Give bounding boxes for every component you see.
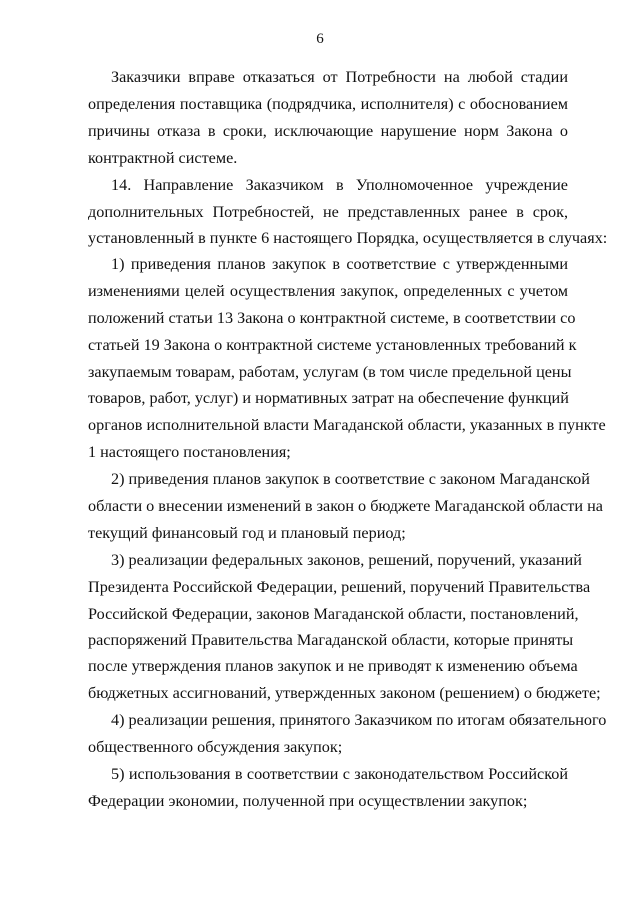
text-line: 14. Направление Заказчиком в Уполномоченное учреждение <box>111 176 568 194</box>
text-line: общественного обсуждения закупок; <box>88 738 343 756</box>
text-line: 4) реализации решения, принятого Заказчиком по итогам обязательного <box>111 711 607 729</box>
text-line: после утверждения планов закупок и не приводят к изменению объема <box>88 657 578 675</box>
text-line: закупаемым товарам, работам, услугам (в том числе предельной цены <box>88 363 572 381</box>
text-line: контрактной системе. <box>88 149 238 167</box>
text-line: изменениями целей осуществления закупок, определенных с учетом <box>88 282 568 300</box>
text-line: Заказчики вправе отказаться от Потребности на любой стадии <box>111 68 568 86</box>
text-line: бюджетных ассигнований, утвержденных законом (решением) о бюджете; <box>88 684 601 702</box>
text-line: дополнительных Потребностей, не представленных ранее в срок, <box>88 203 568 221</box>
text-line: установленный в пункте 6 настоящего Порядка, осуществляется в случаях: <box>88 229 608 247</box>
text-line: 3) реализации федеральных законов, решений, поручений, указаний <box>111 551 582 569</box>
text-line: статьей 19 Закона о контрактной системе установленных требований к <box>88 336 577 354</box>
text-line: 2) приведения планов закупок в соответствие с законом Магаданской <box>111 470 590 488</box>
text-line: 1) приведения планов закупок в соответствие с утвержденными <box>111 255 568 273</box>
text-line: определения поставщика (подрядчика, исполнителя) с обоснованием <box>88 95 568 113</box>
text-line: 1 настоящего постановления; <box>88 443 291 461</box>
text-line: Президента Российской Федерации, решений, поручений Правительства <box>88 578 591 596</box>
text-line: Российской Федерации, законов Магаданской области, постановлений, <box>88 605 579 623</box>
text-line: товаров, работ, услуг) и нормативных затрат на обеспечение функций <box>88 389 569 407</box>
text-line: органов исполнительной власти Магаданской области, указанных в пункте <box>88 416 606 434</box>
page-number: 6 <box>316 31 324 47</box>
text-line: положений статьи 13 Закона о контрактной системе, в соответствии со <box>88 309 576 327</box>
text-line: области о внесении изменений в закон о бюджете Магаданской области на <box>88 497 603 515</box>
text-line: причины отказа в сроки, исключающие нарушение норм Закона о <box>88 122 568 140</box>
text-line: текущий финансовый год и плановый период; <box>88 524 406 542</box>
text-line: распоряжений Правительства Магаданской области, которые приняты <box>88 631 574 649</box>
text-line: 5) использования в соответствии с законодательством Российской <box>111 765 568 783</box>
text-line: Федерации экономии, полученной при осуществлении закупок; <box>88 792 528 810</box>
